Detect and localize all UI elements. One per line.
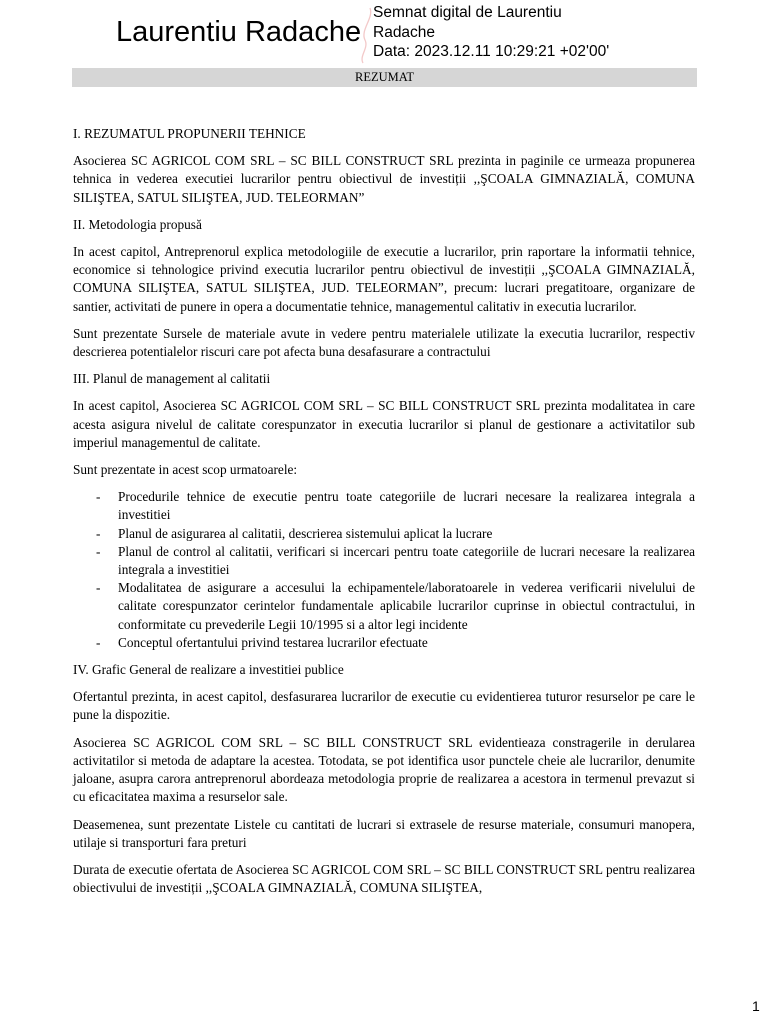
signature-name: Laurentiu Radache: [116, 16, 362, 48]
bullet-list: [73, 488, 695, 652]
list-item-text: Planul de asigurarea al calitatii, descrierea sistemului aplicat la lucrare: [118, 525, 493, 541]
paragraph: Sunt prezentate in acest scop urmatoarele:: [73, 462, 298, 478]
paragraph: In acest capitol, Antreprenorul explica metodologiile de executie a lucrarilor, prin raportare la informatii tehnice, economice si tehnologice privind executia lucrarilor pentru obiectivul de investiții ,,ŞCOALA GIMNAZIALĂ, COMUNA SILIŞTEA, SATUL SILIŞTEA, JUD. TELEORMAN”, precum: lucrari pregatitoare, organizare de santier, activitati de punere in opera a documentatie tehnice, managementul calitativ in executia lucrarilor.: [73, 244, 695, 314]
list-item-text: Modalitatea de asigurare a accesului la echipamentele/laboratoarele in vederea verificarii nivelului de calitate corespunzator cerintelor fundamentale aplicabile lucrarilor cuprinse in obiectul contractului, in conformitate cu prevederile Legii 10/1995 si a altor legi incidente: [118, 580, 695, 632]
list-item-text: Conceptul ofertantului privind testarea lucrarilor efectuate: [118, 634, 428, 650]
paragraph: Durata de executie ofertata de Asocierea SC AGRICOL COM SRL – SC BILL CONSTRUCT SRL pentru realizarea obiectivului de investiții ,,ŞCOALA GIMNAZIALĂ, COMUNA SILIŞTEA,: [73, 861, 695, 896]
section-heading: I. REZUMATUL PROPUNERII TEHNICE: [73, 126, 306, 141]
list-bullet: -: [96, 580, 101, 596]
paragraph: Sunt prezentate Sursele de materiale avute in vedere pentru materialele utilizate la executia lucrarilor, respectiv descrierea potentialelor riscuri care pot afecta buna desafasurare a contractului: [73, 325, 695, 360]
list-item: [73, 634, 695, 652]
list-item-text: Procedurile tehnice de executie pentru toate categoriile de lucrari necesare la realizarea integrala a investitiei: [118, 489, 695, 523]
list-item: [73, 488, 695, 524]
list-bullet: -: [96, 634, 101, 650]
list-bullet: -: [96, 489, 101, 505]
signature-details: [373, 3, 609, 62]
paragraph: In acest capitol, Asocierea SC AGRICOL COM SRL – SC BILL CONSTRUCT SRL prezinta modalitatea in care acesta asigura nivelul de calitate corespunzator in executia lucrarilor si planul de gestionare a activitatilor sub imperiul managementul de calitate.: [73, 398, 695, 450]
list-item: [73, 579, 695, 634]
paragraph: Ofertantul prezinta, in acest capitol, desfasurarea lucrarilor de executie cu evidentierea tuturor resurselor pe care le pune la dispozitie.: [73, 689, 695, 723]
section-heading: II. Metodologia propusă: [73, 216, 202, 232]
paragraph: Asocierea SC AGRICOL COM SRL – SC BILL CONSTRUCT SRL prezinta in paginile ce urmeaza propunerea tehnica in vederea executiei lucrarilor pentru obiectivul de investiții ,,ŞCOALA GIMNAZIALĂ, COMUNA SILIŞTEA, SATUL SILIŞTEA, JUD. TELEORMAN”: [73, 153, 695, 205]
list-item: [73, 543, 695, 579]
signature-line-1: Semnat digital de Laurentiu: [373, 4, 562, 21]
paragraph: Asocierea SC AGRICOL COM SRL – SC BILL CONSTRUCT SRL evidentieaza constragerile in derularea activitatilor si metoda de adaptare la acestea. Totodata, se pot identifica usor punctele cheie ale lucrarilor, denumite jaloane, asupra carora antreprenorul abordeaza metodologia proprie de realizarea a acestora in termenul prevazut si cu eficacitatea maxima a resurselor sale.: [73, 734, 695, 805]
list-bullet: -: [96, 543, 101, 559]
list-item: [73, 525, 695, 543]
document-title: REZUMAT: [72, 68, 697, 87]
signature-stroke: [362, 8, 371, 63]
list-bullet: -: [96, 525, 101, 541]
document-body: [73, 125, 695, 906]
section-heading: IV. Grafic General de realizare a investitiei publice: [73, 662, 344, 678]
signature-line-2: Radache: [373, 23, 436, 41]
signature-date: Data: 2023.12.11 10:29:21 +02'00': [373, 43, 610, 60]
page-number: 1: [752, 998, 760, 1014]
list-item-text: Planul de control al calitatii, verificari si incercari pentru toate categoriile de lucrari necesare la realizarea integrala a investitiei: [118, 543, 695, 578]
paragraph: Deasemenea, sunt prezentate Listele cu cantitati de lucrari si extrasele de resurse materiale, consumuri manopera, utilaje si transporturi fara preturi: [73, 816, 695, 850]
section-heading: III. Planul de management al calitatii: [73, 371, 271, 387]
